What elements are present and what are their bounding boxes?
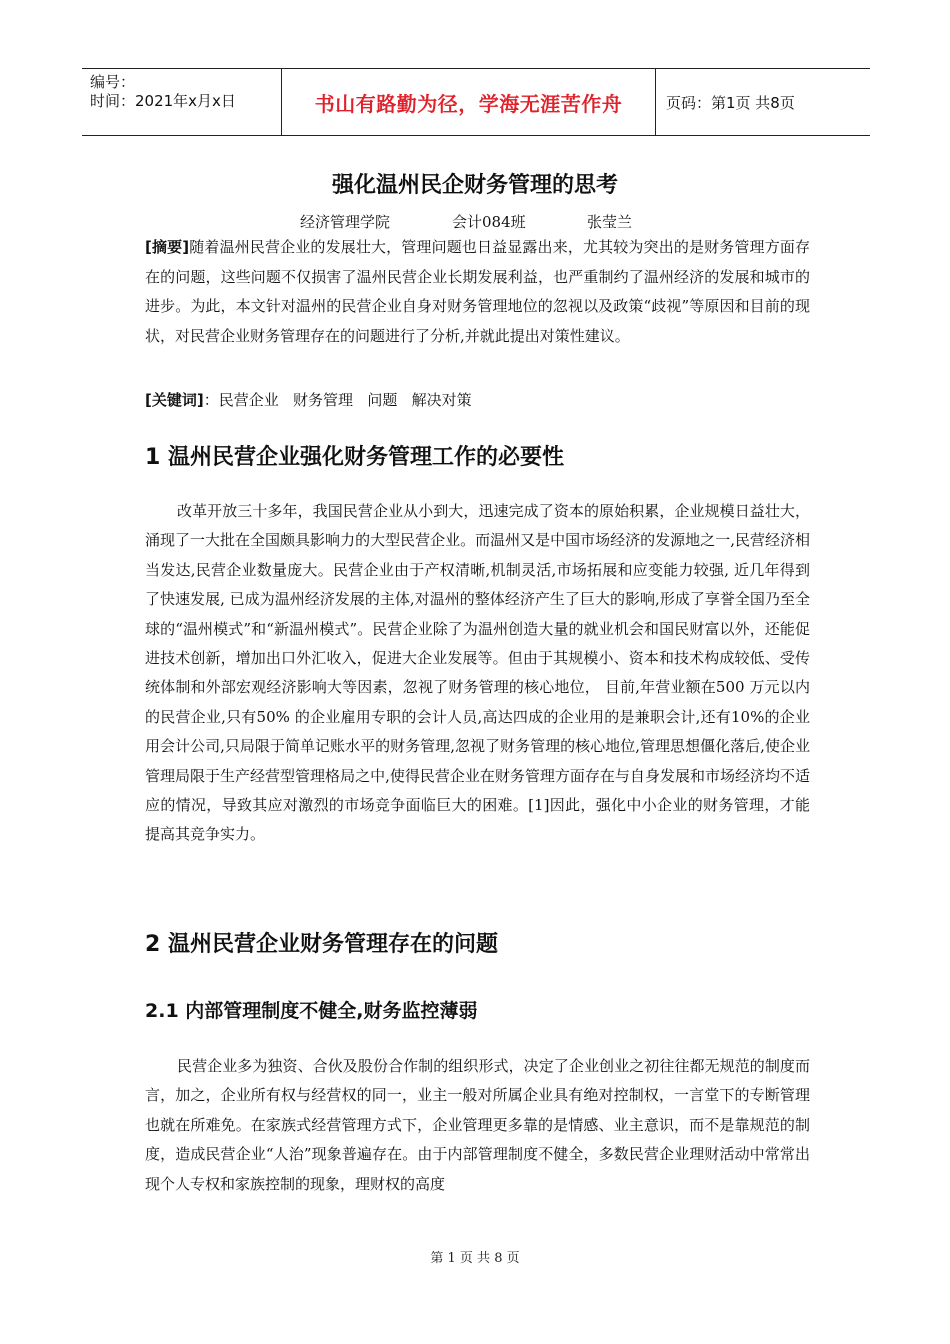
author-class: 会计084班 bbox=[452, 213, 526, 231]
abstract bbox=[145, 233, 810, 351]
section-2-1-heading: 2.1 内部管理制度不健全,财务监控薄弱 bbox=[145, 1000, 478, 1022]
header-meta bbox=[82, 69, 282, 135]
author-name: 张莹兰 bbox=[587, 213, 633, 231]
document-title: 强化温州民企财务管理的思考 bbox=[331, 173, 618, 198]
section-2-1-paragraph: 民营企业多为独资、合伙及股份合作制的组织形式，决定了企业创业之初往往都无规范的制度而言，加之，企业所有权与经营权的同一，业主一般对所属企业具有绝对控制权，一言堂下的专断管理也就在所难免。在家族式经营管理方式下，企业管理更多靠的是情感、业主意识，而不是靠规范的制度，造成民营企业“人治”现象普遍存在。由于内部管理制度不健全，多数民营企业理财活动中常常出现个人专权和家族控制的现象，理财权的高度 bbox=[145, 1057, 810, 1193]
page-footer: 第 1 页 共 8 页 bbox=[430, 1251, 520, 1266]
keywords bbox=[145, 386, 810, 414]
document-header bbox=[82, 68, 870, 136]
keywords-label: [关键词] bbox=[145, 391, 204, 409]
abstract-text: 随着温州民营企业的发展壮大，管理问题也日益显露出来，尤其较为突出的是财务管理方面存在的问题，这些问题不仅损害了温州民营企业长期发展利益，也严重制约了温州经济的发展和城市的进步。为此，本文针对温州的民营企业自身对财务管理地位的忽视以及政策“歧视”等原因和目前的现状，对民营企业财务管理存在的问题进行了分析,并就此提出对策性建议。 bbox=[145, 238, 810, 345]
section-2-heading: 2 温州民营企业财务管理存在的问题 bbox=[145, 932, 498, 957]
header-page-info: 页码：第1页 共8页 bbox=[666, 93, 795, 112]
header-time-label: 时间：2021年x月x日 bbox=[90, 92, 236, 110]
author-line bbox=[300, 211, 632, 232]
keywords-text: ：民营企业 财务管理 问题 解决对策 bbox=[203, 391, 472, 409]
abstract-label: [摘要] bbox=[145, 238, 190, 256]
author-school: 经济管理学院 bbox=[300, 213, 391, 231]
section-1-heading: 1 温州民营企业强化财务管理工作的必要性 bbox=[145, 445, 564, 470]
section-1-paragraph: 改革开放三十多年，我国民营企业从小到大，迅速完成了资本的原始积累，企业规模日益壮大，涌现了一大批在全国颇具影响力的大型民营企业。而温州又是中国市场经济的发源地之一,民营经济相当发达,民营企业数量庞大。民营企业由于产权清晰,机制灵活,市场拓展和应变能力较强, 近几年得到了快速发展, 已成为温州经济发展的主体,对温州的整体经济产生了巨大的影响,形成了享誉全国乃至全球的“温州模式”和“新温州模式”。民营企业除了为温州创造大量的就业机会和国民财富以外，还能促进技术创新，增加出口外汇收入，促进大企业发展等。但由于其规模小、资本和技术构成较低、受传统体制和外部宏观经济影响大等因素，忽视了财务管理的核心地位， 目前,年营业额在500 万元以内的民营企业,只有50% 的企业雇用专职的会计人员,高达四成的企业用的是兼职会计,还有10%的企业用会计公司,只局限于简单记账水平的财务管理,忽视了财务管理的核心地位,管理思想僵化落后,使企业管理局限于生产经营型管理格局之中,使得民营企业在财务管理方面存在与自身发展和市场经济均不适应的情况，导致其应对激烈的市场竞争面临巨大的困难。[1]因此，强化中小企业的财务管理，才能提高其竞争实力。 bbox=[145, 502, 810, 844]
header-motto: 书山有路勤为径，学海无涯苦作舟 bbox=[282, 69, 656, 135]
header-number-label: 编号： bbox=[90, 73, 136, 91]
